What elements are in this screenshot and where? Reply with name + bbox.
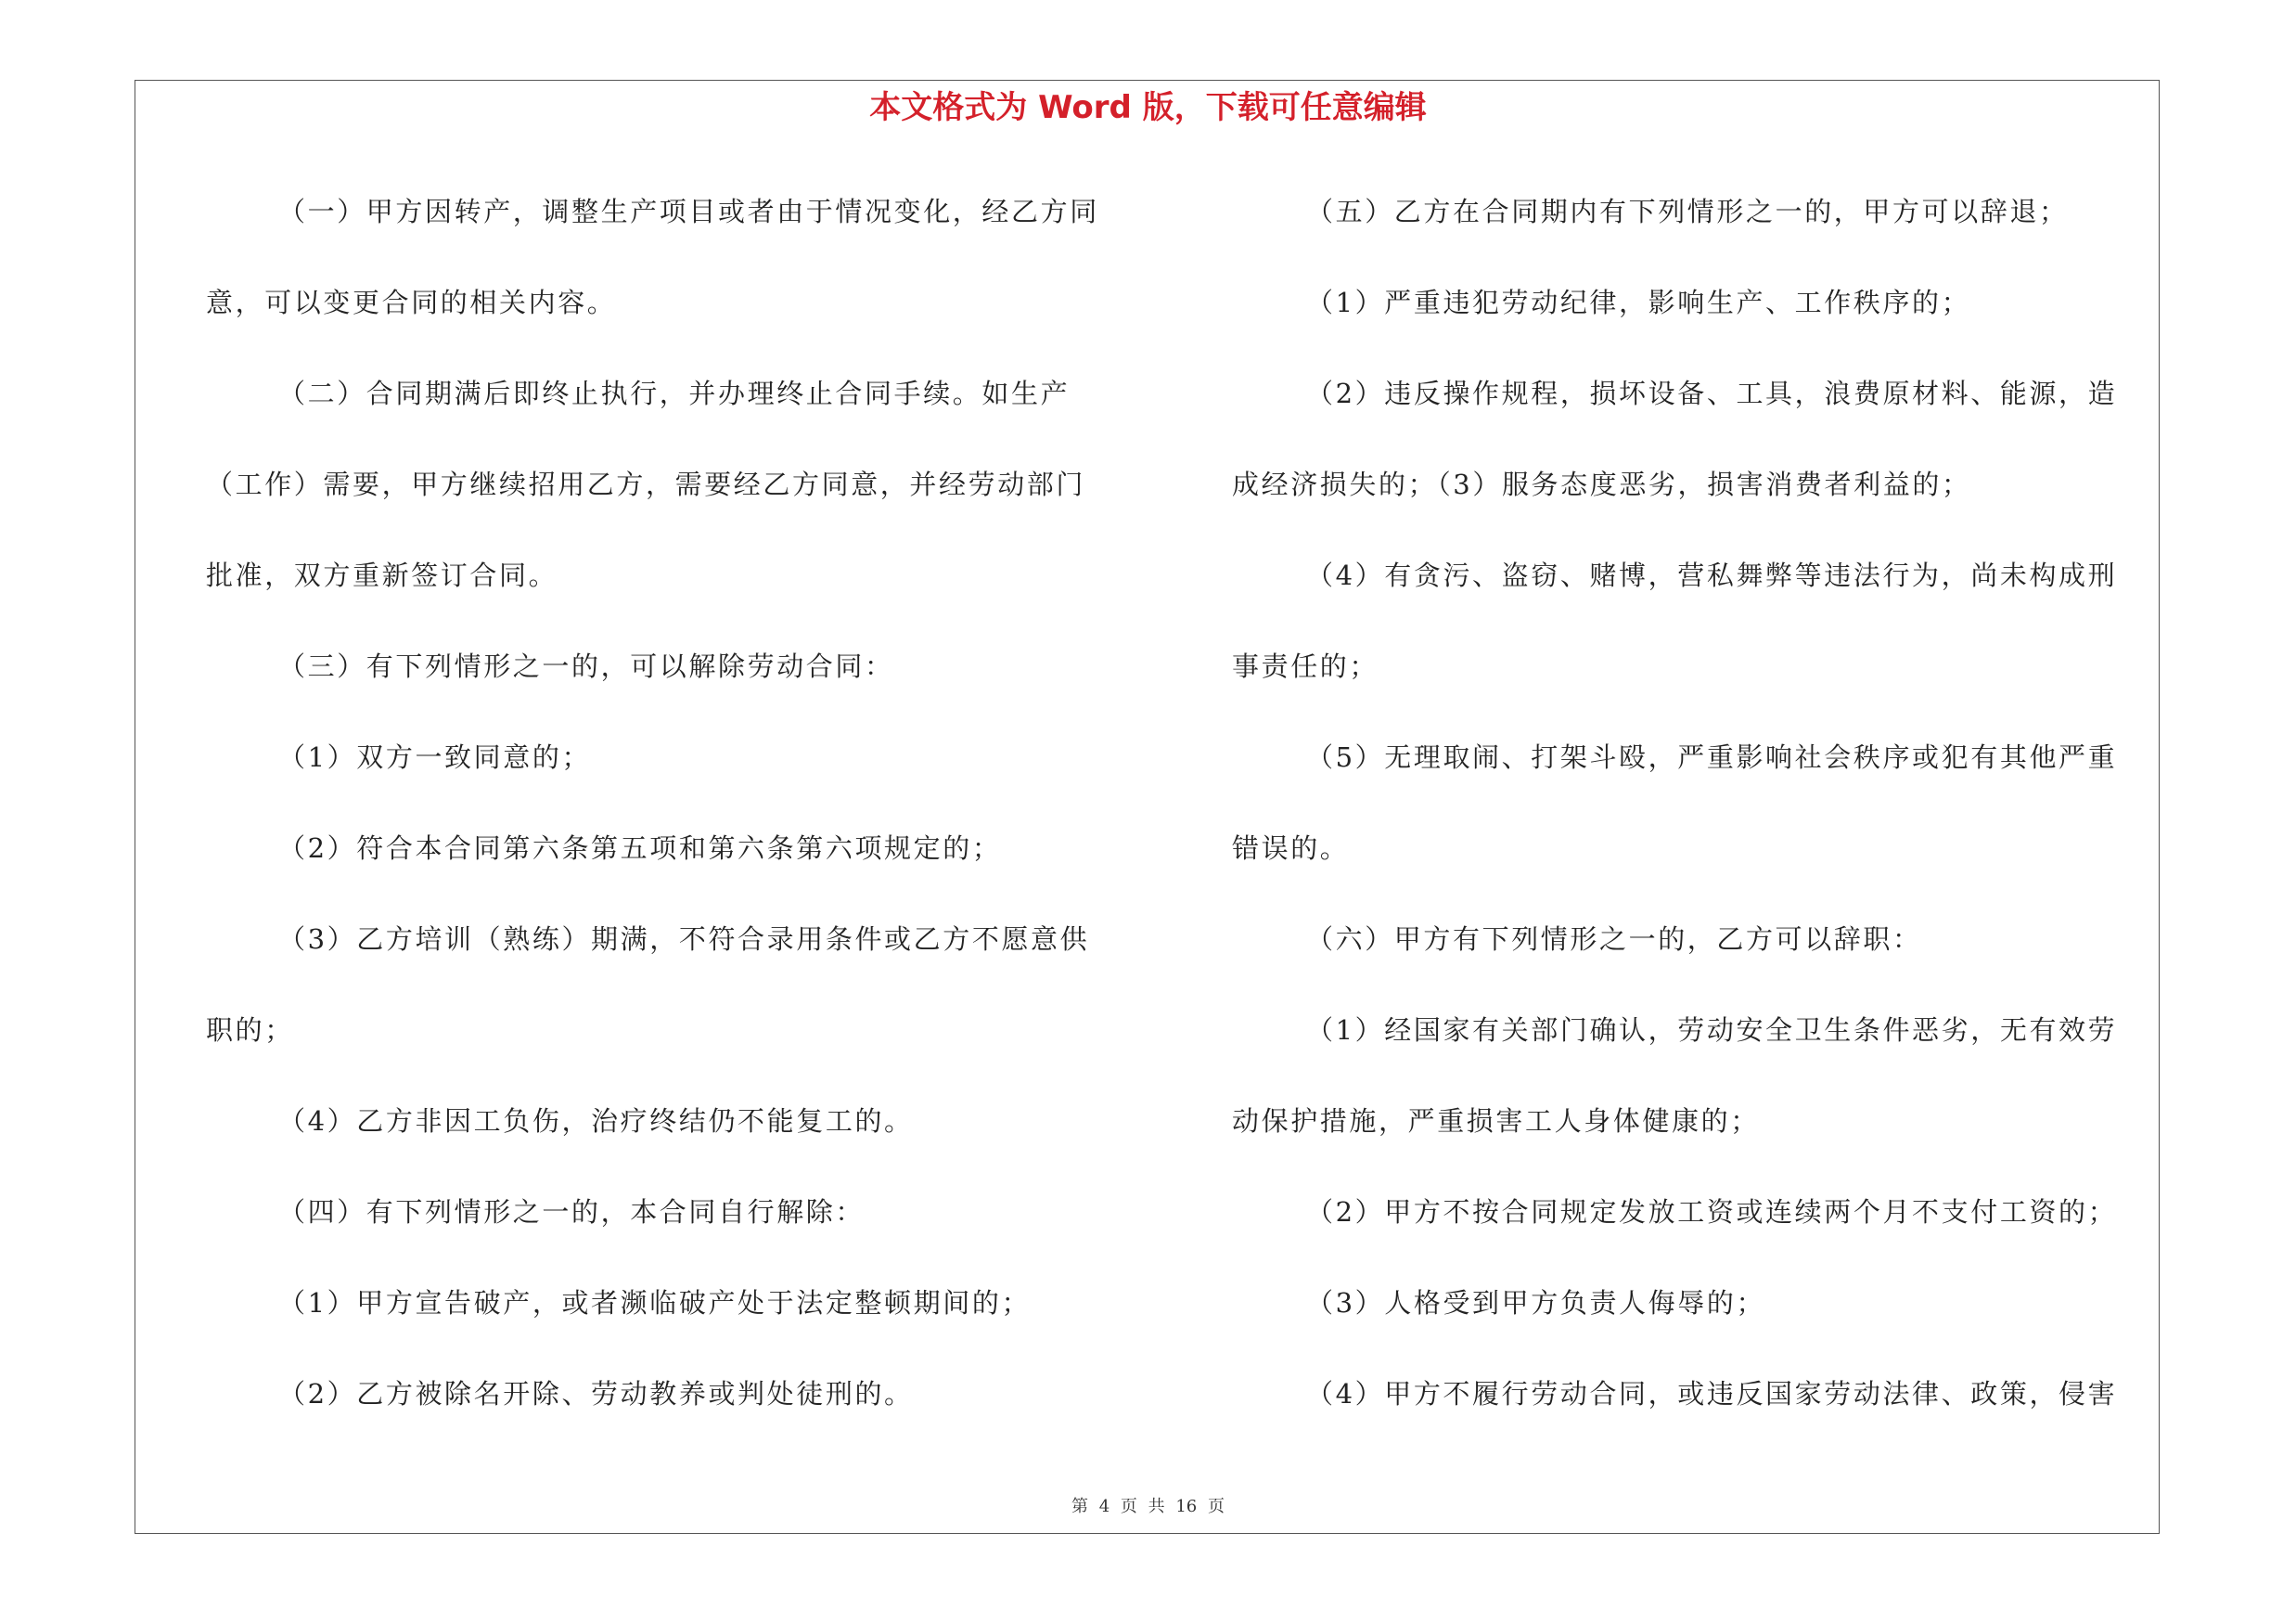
watermark-header: 本文格式为 Word 版，下载可任意编辑 (869, 89, 1427, 126)
text-line: （2）符合本合同第六条第五项和第六条第六项规定的； (278, 832, 1002, 864)
text-line: 动保护措施，严重损害工人身体健康的； (1232, 1105, 1760, 1137)
text-line: （1）甲方宣告破产，或者濒临破产处于法定整顿期间的； (278, 1287, 1032, 1319)
text-line: （三）有下列情形之一的，可以解除劳动合同： (278, 650, 894, 682)
text-line: 意，可以变更合同的相关内容。 (206, 287, 617, 318)
text-line: （3）人格受到甲方负责人侮辱的； (1306, 1287, 1766, 1319)
text-line: （1）双方一致同意的； (278, 741, 592, 773)
text-line: （4）甲方不履行劳动合同，或违反国家劳动法律、政策，侵害 (1306, 1378, 2118, 1410)
text-line: 事责任的； (1232, 650, 1379, 682)
left-column (206, 185, 1124, 1458)
text-line: （一）甲方因转产，调整生产项目或者由于情况变化，经乙方同 (278, 196, 1099, 227)
page-number: 第 4 页 共 16 页 (1071, 1497, 1225, 1516)
text-line: （2）甲方不按合同规定发放工资或连续两个月不支付工资的； (1306, 1196, 2118, 1228)
right-column (1232, 185, 2146, 1458)
text-line: （五）乙方在合同期内有下列情形之一的，甲方可以辞退； (1306, 196, 2069, 227)
text-line: （六）甲方有下列情形之一的，乙方可以辞职： (1306, 923, 1922, 955)
text-line: （1）经国家有关部门确认，劳动安全卫生条件恶劣，无有效劳 (1306, 1014, 2118, 1046)
text-line: （工作）需要，甲方继续招用乙方，需要经乙方同意，并经劳动部门 (206, 469, 1086, 500)
text-line: 批准，双方重新签订合同。 (206, 560, 558, 591)
text-line: 成经济损失的；（3）服务态度恶劣，损害消费者利益的； (1232, 469, 1971, 500)
text-line: 职的； (206, 1014, 294, 1046)
text-line: （1）严重违犯劳动纪律，影响生产、工作秩序的； (1306, 287, 1971, 318)
text-line: （2）乙方被除名开除、劳动教养或判处徒刑的。 (278, 1378, 914, 1410)
text-line: （3）乙方培训（熟练）期满，不符合录用条件或乙方不愿意供 (278, 923, 1090, 955)
text-line: （5）无理取闹、打架斗殴，严重影响社会秩序或犯有其他严重 (1306, 741, 2118, 773)
text-line: 错误的。 (1232, 832, 1350, 864)
text-line: （4）乙方非因工负伤，治疗终结仍不能复工的。 (278, 1105, 914, 1137)
text-line: （2）违反操作规程，损坏设备、工具，浪费原材料、能源，造 (1306, 378, 2118, 409)
text-line: （4）有贪污、盗窃、赌博，营私舞弊等违法行为，尚未构成刑 (1306, 560, 2118, 591)
text-line: （二）合同期满后即终止执行，并办理终止合同手续。如生产 (278, 378, 1071, 409)
text-line: （四）有下列情形之一的，本合同自行解除： (278, 1196, 866, 1228)
